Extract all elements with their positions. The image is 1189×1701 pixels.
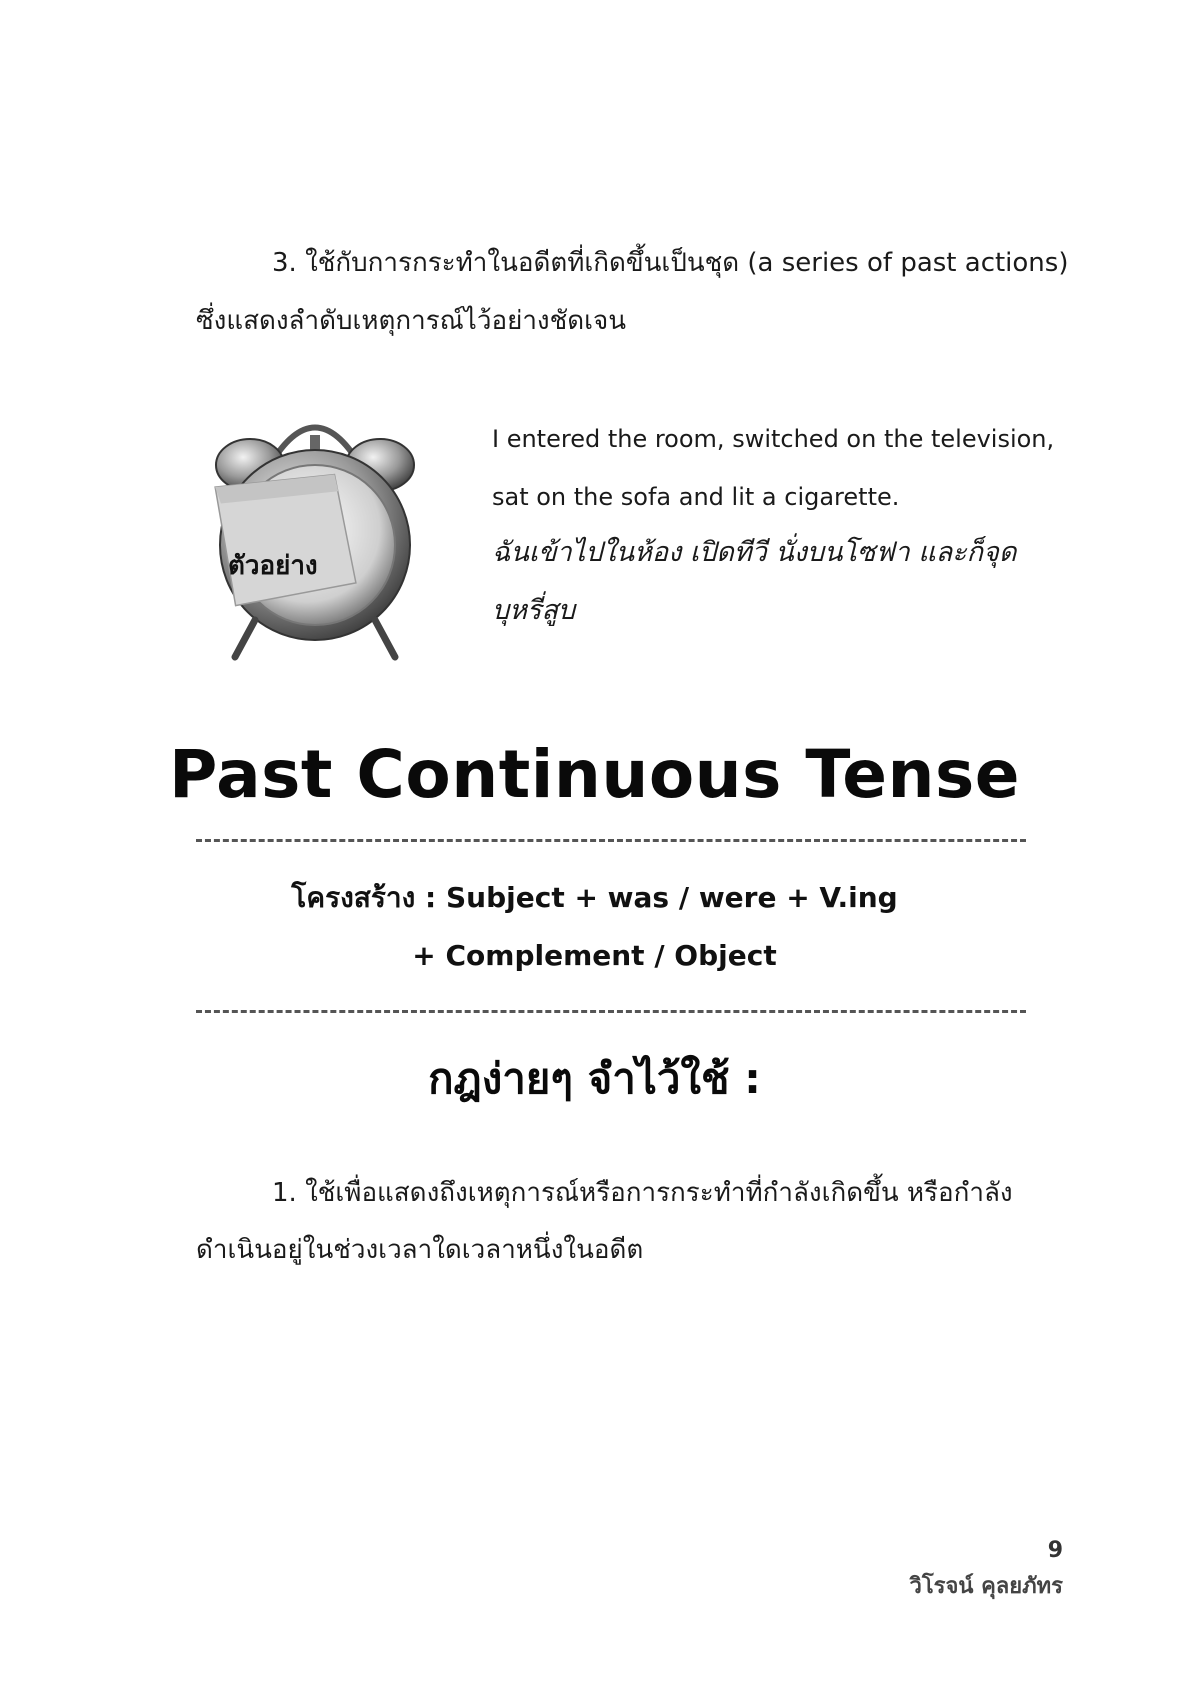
- intro-line-2: ซึ่งแสดงลำดับเหตุการณ์ไว้อย่างชัดเจน: [196, 306, 627, 336]
- author-name: วิโรจน์ คุลยภัทร: [909, 1574, 1063, 1599]
- rule1-line-1: 1. ใช้เพื่อแสดงถึงเหตุการณ์หรือการกระทำที่กำลังเกิดขึ้น หรือกำลัง: [272, 1178, 1013, 1208]
- structure-line-1: โครงสร้าง : Subject + was / were + V.ing: [291, 881, 898, 914]
- rules-heading: กฎง่ายๆ จำไว้ใช้ :: [428, 1054, 761, 1103]
- example-th-line-2: บุหรี่สูบ: [492, 595, 576, 626]
- example-en-line-1: I entered the room, switched on the television,: [492, 425, 1055, 453]
- example-badge-label: ตัวอย่าง: [228, 551, 318, 581]
- example-th-line-1: ฉันเข้าไปในห้อง เปิดทีวี นั่งบนโซฟา และก็จุด: [492, 537, 1017, 568]
- example-en-line-2: sat on the sofa and lit a cigarette.: [492, 483, 900, 511]
- intro-line-1: 3. ใช้กับการกระทำในอดีตที่เกิดขึ้นเป็นชุด (a series of past actions): [272, 248, 1069, 278]
- structure-line-2: + Complement / Object: [412, 939, 777, 972]
- tense-title: Past Continuous Tense: [168, 736, 1020, 813]
- rule1-line-2: ดำเนินอยู่ในช่วงเวลาใดเวลาหนึ่งในอดีต: [196, 1235, 644, 1265]
- page-number: 9: [1047, 1538, 1063, 1563]
- dashed-divider-top: [196, 839, 1026, 842]
- alarm-clock-icon: [200, 395, 430, 665]
- dashed-divider-bottom: [196, 1010, 1026, 1013]
